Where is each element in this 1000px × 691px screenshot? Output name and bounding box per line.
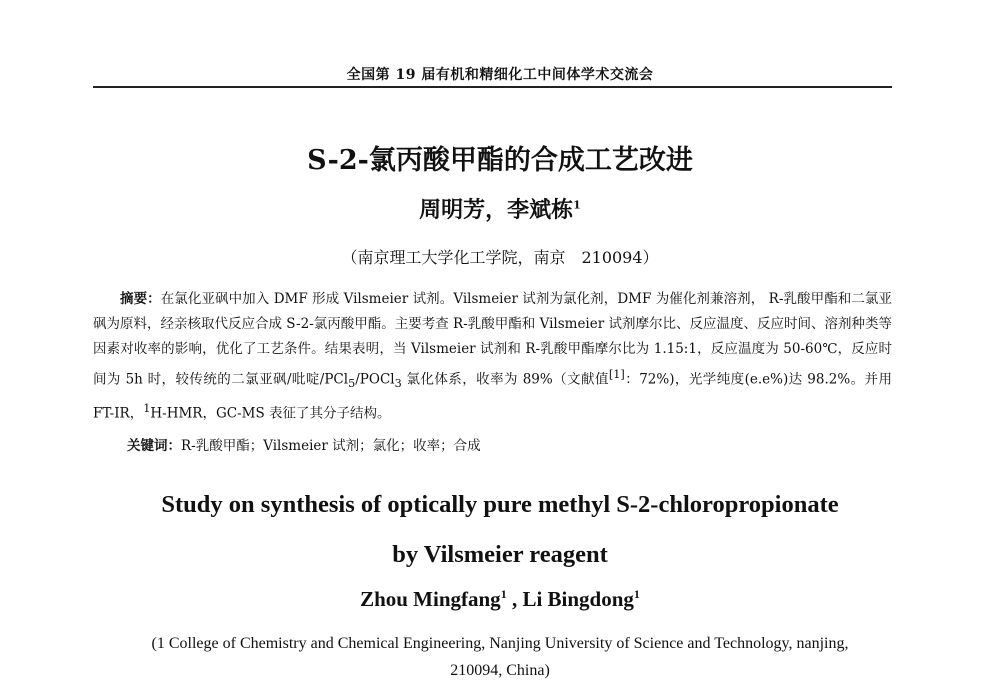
chinese-author-names: 周明芳，李斌栋 bbox=[419, 197, 574, 223]
conference-header: 全国第 19 届有机和精细化工中间体学术交流会 bbox=[346, 67, 654, 83]
english-authors bbox=[0, 587, 1000, 612]
chinese-abstract bbox=[93, 287, 892, 427]
chinese-authors bbox=[0, 193, 1000, 224]
keywords-label: 关键词： bbox=[127, 438, 181, 454]
abstract-label: 摘要： bbox=[120, 291, 161, 307]
abstract-text-c: 氯化体系，收率为 89%（文献值 bbox=[401, 371, 609, 388]
english-title bbox=[0, 480, 1000, 580]
english-author-2: Li Bingdong bbox=[522, 587, 634, 611]
english-affiliation-line-1: (1 College of Chemistry and Chemical Engineering, Nanjing University of Science and Technology, nanjing, bbox=[151, 635, 849, 652]
abstract-text-e: H-HMR，GC-MS 表征了其分子结构。 bbox=[150, 405, 391, 422]
abstract-sup-1: 1 bbox=[143, 402, 151, 416]
english-title-line-2: by Vilsmeier reagent bbox=[392, 541, 608, 568]
chinese-author-affil-mark: 1 bbox=[573, 198, 581, 212]
keywords-text: R-乳酸甲酯；Vilsmeier 试剂；氯化；收率；合成 bbox=[181, 438, 481, 454]
english-author-1-mark: 1 bbox=[500, 587, 507, 601]
abstract-sub-3: 3 bbox=[394, 377, 402, 391]
english-affiliation bbox=[0, 630, 1000, 684]
english-title-line-1: Study on synthesis of optically pure methyl S-2-chloropropionate bbox=[161, 491, 839, 518]
english-author-separator: , bbox=[506, 587, 523, 611]
chinese-title: S-2-氯丙酸甲酯的合成工艺改进 bbox=[307, 145, 693, 176]
abstract-citation: [1] bbox=[608, 368, 625, 381]
header-rule bbox=[93, 86, 892, 88]
abstract-sub-5: 5 bbox=[348, 377, 356, 391]
english-author-2-mark: 1 bbox=[633, 587, 640, 601]
english-author-1: Zhou Mingfang bbox=[360, 587, 501, 611]
abstract-text-b: /POCl bbox=[355, 371, 395, 388]
abstract-text-d: ：72%)，光学纯度(e.e%)达 98.2%。并用 FT-IR， bbox=[93, 371, 892, 422]
chinese-affiliation: （南京理工大学化工学院，南京 210094） bbox=[341, 248, 659, 267]
english-affiliation-line-2: 210094, China) bbox=[450, 662, 550, 679]
abstract-text-a: 在氯化亚砜中加入 DMF 形成 Vilsmeier 试剂。Vilsmeier 试剂为氯化剂，DMF 为催化剂兼溶剂， R-乳酸甲酯和二氯亚砜为原料，经亲核取代反应合成 S-2-氯丙酸甲酯。主要考查 R-乳酸甲酯和 Vilsmeier 试剂摩尔比、反应温度、反应时间、溶剂种类等因素对收率的影响，优化了工艺条件。结果表明，当 Vilsmeier 试剂和 R-乳酸甲酯摩尔比为 1.15:1，反应温度为 50-60℃，反应时间为 5h 时，较传统的二氯亚砜/吡啶/PCl bbox=[93, 291, 893, 388]
chinese-keywords bbox=[127, 434, 481, 454]
